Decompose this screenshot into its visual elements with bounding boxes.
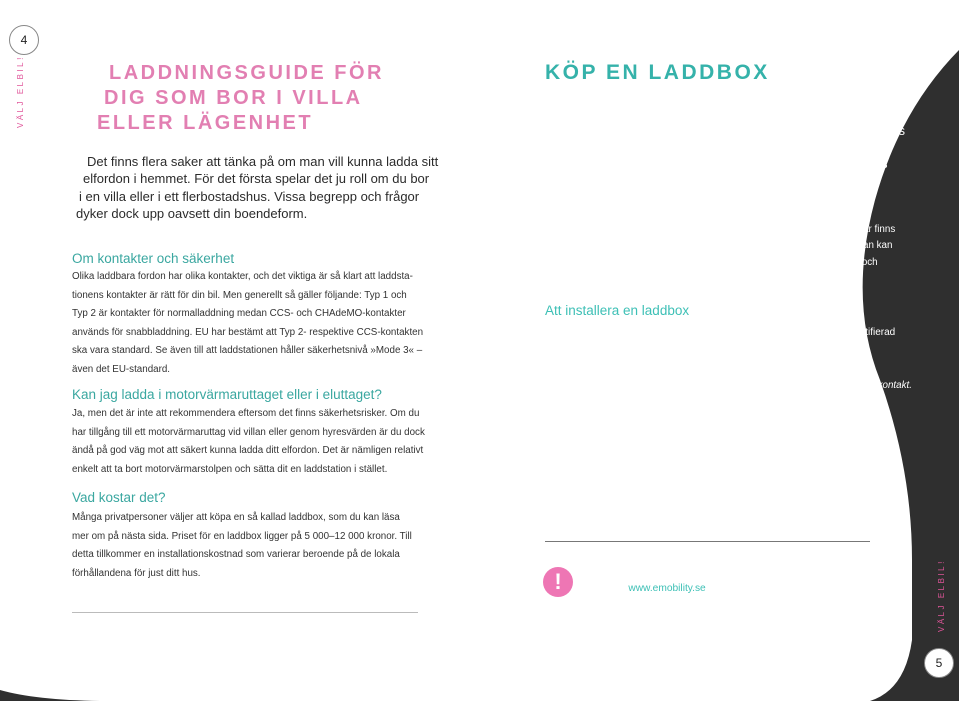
body-line: håller den rekommenderade säkerhetsnivån Mode 3. xyxy=(545,273,775,284)
intro-line: som sätts upp på väggen eller på en stolpe i anknytning till bilens xyxy=(545,123,905,138)
bullet-icon: • xyxy=(585,380,589,391)
body-line: även det EU-standard. xyxy=(72,363,171,375)
laddbox-body xyxy=(545,205,895,288)
intro-line-3: i en villa eller i ett flerbostadshus. Vissa begrepp och frågor xyxy=(79,189,420,204)
body-line: används för snabbladdning. EU har bestämt att Typ 2- respektive CCS-kontakten xyxy=(72,326,424,338)
body-line: i två utföranden, med fast laddkabel monterad eller med en kontakt där man kan xyxy=(545,240,893,251)
step-text: Låt elektrikern slutbesikta och göra en kvalitetskontroll. xyxy=(593,503,831,514)
step-2 xyxy=(585,412,873,447)
body-line: koppla in fordonets egen laddkabel. Laddboxarna har ofta Typ 2–kontakt och xyxy=(545,256,878,268)
step-digits xyxy=(520,360,590,530)
step-digit-2: 2 xyxy=(532,397,562,451)
body-line: Många privatpersoner väljer att köpa en så kallad laddbox, som du kan läsa xyxy=(72,512,400,523)
cta-line-1: För en komplett guide till hur du skaffar din egen laddbox, xyxy=(587,566,869,577)
step-3 xyxy=(585,465,811,483)
section-title-contacts: Om kontakter och säkerhet xyxy=(72,251,235,266)
section-title-outlet: Kan jag ladda i motorvärmaruttaget eller i eluttaget? xyxy=(72,387,382,402)
body-line: tionens kontakter är rätt för din bil. Men generellt så gäller följande: Typ 1 och xyxy=(72,289,407,301)
section-body-cost xyxy=(72,509,412,583)
body-line: ändå på god väg mot att säkert kunna ladda ditt elfordon. Det är nämligen relativt xyxy=(72,445,424,456)
section-body-outlet xyxy=(72,405,425,479)
intro-line: ningsstation och är ett bra alternativ för många flerbostadshus xyxy=(545,156,888,171)
body-line: har tillgång till ett motorvärmaruttag vid villan eller genom hyresvärden är du dock xyxy=(72,426,425,438)
body-line: Ja, men det är inte att rekommendera eftersom det finns säkerhetsrisker. Om du xyxy=(72,408,420,419)
bullet-icon: • xyxy=(585,415,589,426)
divider-left xyxy=(72,612,418,613)
body-line: Olika laddbara fordon har olika kontakter, och det viktiga är så klart att laddsta- xyxy=(72,271,413,282)
step-text: elektrikern ta fram en offert på helhetslösning. xyxy=(593,432,792,444)
step-1 xyxy=(585,377,912,395)
page-number-right: 5 xyxy=(924,648,954,678)
body-line: Installationen av en laddbox är enkel och smidig. Jobbet utförs av en certifierad xyxy=(545,327,896,338)
page-number-left: 4 xyxy=(9,25,39,55)
intro-line: parkering. Denna laddbox är jämförbar med en normalladd- xyxy=(545,140,874,154)
cta-line-2 xyxy=(587,583,706,594)
cta-prefix: gå in på xyxy=(587,583,626,594)
step-text: Boka tid med en elektriker för kontroll av husets elsystem och be xyxy=(593,415,873,426)
body-line: ska vara standard. Se även till att laddstationen håller säkerhetsnivå »Mode 3« – xyxy=(72,345,423,356)
body-line: vägguttag – det går snabbare att ladda och laddningen är säker. Laddboxar finns xyxy=(545,223,896,235)
intro-line-2: elfordon i hemmet. För det första spelar det ju roll om du bor xyxy=(83,171,430,186)
body-line: enkelt att ta bort motorvärmarstolpen och sätta dit en laddstation i stället. xyxy=(72,463,388,475)
section-body-contacts xyxy=(72,268,423,379)
guide-heading-line-2: DIG SOM BOR I VILLA xyxy=(104,87,363,109)
step-4 xyxy=(585,500,830,518)
guide-heading-line-3: ELLER LÄGENHET xyxy=(97,112,314,134)
body-line: elinstallatör. xyxy=(545,343,598,355)
intro-line-4: dyker dock upp oavsett din boendeform. xyxy=(76,206,308,221)
body-line: En laddbox har två stora fördelar jämfört med att ladda direkt ur ett vanligt xyxy=(545,207,865,218)
laddbox-heading: KÖP EN LADDBOX xyxy=(545,61,770,84)
emobility-link[interactable]: www.emobility.se xyxy=(628,583,706,594)
intro-line: En laddbox, eller wallbox som den heter på engelska, är en box xyxy=(545,107,897,121)
body-line: Typ 2 är kontakter för normalladdning medan CCS- och CHAdeMO-kontakter xyxy=(72,308,406,319)
step-digit-1: 1 xyxy=(548,360,578,407)
laddbox-intro xyxy=(545,106,905,189)
bullet-icon: • xyxy=(585,503,589,514)
body-line: förhållandena för just ditt hus. xyxy=(72,567,201,579)
step-digit-3: 3 xyxy=(534,441,564,495)
guide-heading-line-1: LADDNINGSGUIDE FÖR xyxy=(109,62,384,84)
spine-label-left: VÄLJ ELBIL! xyxy=(16,55,25,128)
bullet-icon: • xyxy=(585,468,589,479)
step-digit-4: 4 xyxy=(536,483,566,530)
step-text: Boka tid för installation och få installationen utförd. xyxy=(593,468,812,479)
section-title-cost: Vad kostar det? xyxy=(72,490,166,505)
install-title: Att installera en laddbox xyxy=(545,303,690,318)
step-text: Sök fram en lämplig leverantör och beställ en laddbox med Typ 2-kontakt. xyxy=(593,380,912,391)
exclamation-icon: ! xyxy=(543,567,573,597)
intro-line-1: Det finns flera saker att tänka på om man vill kunna ladda sitt xyxy=(87,154,439,169)
divider-right xyxy=(545,541,870,542)
install-body xyxy=(545,325,895,358)
body-line: mer om på nästa sida. Priset för en laddbox ligger på 5 000–12 000 kronor. Till xyxy=(72,530,412,542)
intro-line: och villaägare. xyxy=(545,173,626,187)
spine-label-right: VÄLJ ELBIL! xyxy=(937,559,946,632)
body-line: detta tillkommer en installationskostnad som varierar beroende på de lokala xyxy=(72,549,400,560)
